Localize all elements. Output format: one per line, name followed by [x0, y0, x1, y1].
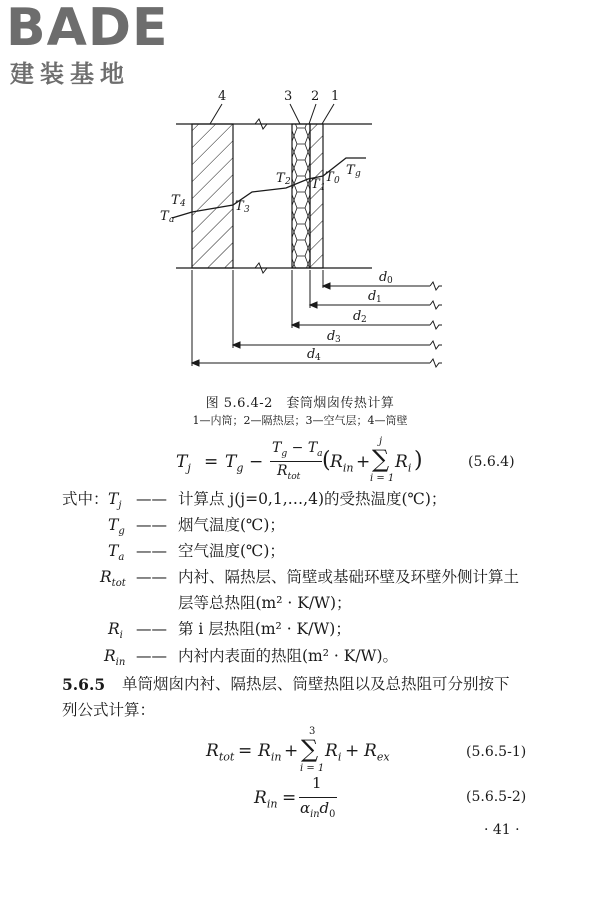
label-t2: T: [276, 171, 285, 186]
dim-d3-sub: 3: [335, 335, 341, 345]
dim-d0: d: [379, 270, 388, 285]
layer-number-2: 2: [311, 89, 320, 104]
dim-d2: d: [353, 309, 362, 324]
clause-number: 5.6.5: [62, 675, 106, 694]
dim-d2-sub: 2: [361, 315, 367, 325]
label-tg-sub: g: [355, 169, 361, 179]
chimney-heat-figure: [0, 0, 600, 390]
def-rtot-cont: 层等总热阻(m² · K/W)；: [178, 594, 352, 612]
dim-d1: d: [368, 289, 377, 304]
label-t3: T: [235, 199, 244, 214]
insulation-layer: [292, 124, 310, 268]
dim-d4: d: [307, 347, 316, 362]
label-tg: T: [346, 163, 355, 178]
label-t4: T: [171, 193, 180, 208]
equation-number-5-6-5-2: (5.6.5-2): [466, 789, 527, 805]
def-tj: $T_j$: [108, 490, 122, 512]
figure-legend: 1—内筒；2—隔热层；3—空气层；4—筒壁: [192, 414, 408, 427]
fraction-bar: [299, 797, 337, 798]
definitions-lead: 式中：: [62, 490, 109, 508]
label-ta: T: [160, 209, 169, 224]
label-t1-sub: 1: [320, 183, 326, 193]
sum-sign: ∑: [372, 445, 390, 473]
page-number: · 41 ·: [484, 822, 520, 838]
layer-number-3: 3: [284, 89, 293, 104]
def-rtot: $R_{tot}$: [100, 568, 126, 590]
label-t0-sub: 0: [334, 176, 340, 186]
outer-wall: [192, 124, 233, 268]
def-ta: $T_a$: [108, 542, 125, 564]
clause-line-1: 单筒烟囱内衬、隔热层、筒壁热阻以及总热阻可分别按下: [122, 675, 510, 693]
inner-liner: [310, 124, 323, 268]
label-t0: T: [325, 170, 334, 185]
label-t2-sub: 2: [285, 177, 291, 187]
label-t3-sub: 3: [244, 205, 250, 215]
layer-number-4: 4: [218, 89, 227, 104]
clause-line-2: 列公式计算：: [62, 701, 156, 719]
layer-number-1: 1: [331, 89, 340, 104]
dim-d3: d: [327, 329, 336, 344]
def-ri: $R_i$: [108, 620, 123, 642]
label-t1: T: [311, 177, 320, 192]
def-tg: $T_g$: [108, 516, 125, 538]
label-ta-sub: a: [169, 215, 175, 225]
dim-d0-sub: 0: [387, 276, 393, 286]
figure-caption: 图 5.6.4-2 套筒烟囱传热计算: [205, 396, 395, 411]
fraction-bar: [270, 461, 322, 462]
logo-brand: BADE: [6, 0, 169, 58]
equation-number-5-6-4: (5.6.4): [468, 454, 515, 470]
def-rin: $R_{in}$: [104, 647, 126, 669]
equation-number-5-6-5-1: (5.6.5-1): [466, 744, 527, 760]
label-t4-sub: 4: [180, 199, 186, 209]
sum-sign: ∑: [301, 735, 319, 763]
dim-d4-sub: 4: [315, 353, 321, 363]
dim-d1-sub: 1: [376, 295, 382, 305]
logo-subtitle: 建装基地: [10, 60, 130, 88]
